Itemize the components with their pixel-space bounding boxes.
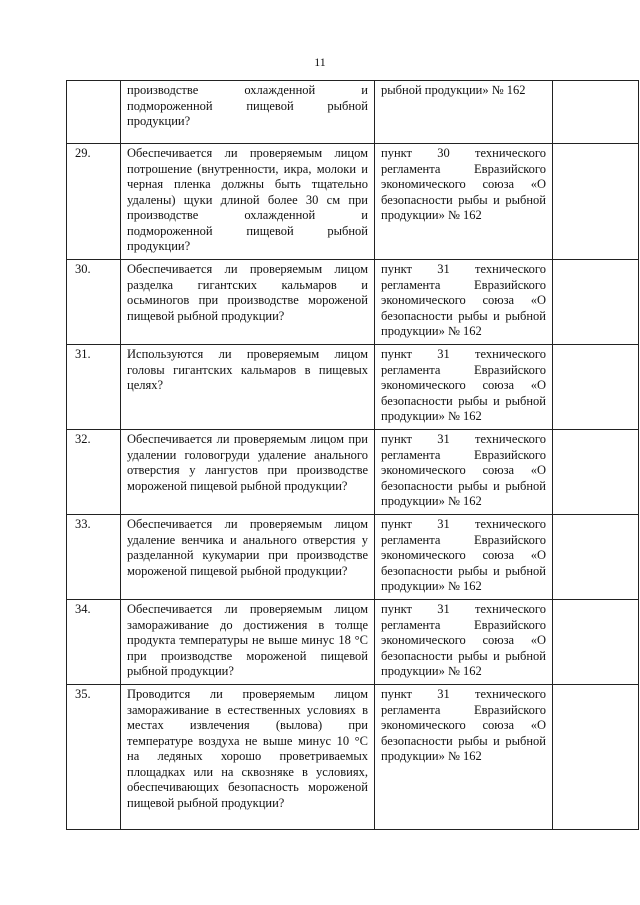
answer-cell <box>553 430 639 515</box>
row-number: 30. <box>67 260 121 345</box>
answer-cell <box>553 81 639 144</box>
table-row <box>67 81 639 144</box>
reference-cell: пункт 31 технического регламента Евразийского экономического союза «О безопасности рыбы и рыбной продукции» № 162 <box>375 430 553 515</box>
reference-cell: пункт 31 технического регламента Евразийского экономического союза «О безопасности рыбы и рыбной продукции» № 162 <box>375 600 553 685</box>
page-number: 11 <box>314 55 326 69</box>
row-number: 31. <box>67 345 121 430</box>
question-cell: Проводится ли проверяемым лицом замораживание в естественных условиях в местах извлечения (вылова) при температуре воздуха не выше минус 10 °С на ледяных хорошо проветриваемых площадках или на сквозняке в условиях, обеспечивающих безопасность мороженой пищевой рыбной продукции? <box>121 685 375 830</box>
answer-cell <box>553 260 639 345</box>
reference-cell: пункт 31 технического регламента Евразийского экономического союза «О безопасности рыбы и рыбной продукции» № 162 <box>375 345 553 430</box>
table-row <box>67 144 639 260</box>
table-row <box>67 430 639 515</box>
reference-cell: пункт 31 технического регламента Евразийского экономического союза «О безопасности рыбы и рыбной продукции» № 162 <box>375 685 553 830</box>
question-cell: Обеспечивается ли проверяемым лицом при удалении головогруди удаление анального отверстия у лангустов при производстве мороженой пищевой рыбной продукции? <box>121 430 375 515</box>
table-row <box>67 260 639 345</box>
table-row <box>67 685 639 830</box>
question-cell: Обеспечивается ли проверяемым лицом потрошение (внутренности, икра, молоки и черная пленка должны быть тщательно удалены) щуки длиной более 30 см при производстве охлажденной и подмороженной пищевой рыбной продукции? <box>121 144 375 260</box>
answer-cell <box>553 144 639 260</box>
answer-cell <box>553 600 639 685</box>
row-number <box>67 81 121 144</box>
question-cell: производстве охлажденной и подмороженной пищевой рыбной продукции? <box>121 81 375 144</box>
row-number: 33. <box>67 515 121 600</box>
table-row <box>67 515 639 600</box>
question-cell: Обеспечивается ли проверяемым лицом разделка гигантских кальмаров и осьминогов при производстве мороженой пищевой рыбной продукции? <box>121 260 375 345</box>
table-row <box>67 600 639 685</box>
reference-cell: пункт 30 технического регламента Евразийского экономического союза «О безопасности рыбы и рыбной продукции» № 162 <box>375 144 553 260</box>
row-number: 35. <box>67 685 121 830</box>
reference-cell: пункт 31 технического регламента Евразийского экономического союза «О безопасности рыбы и рыбной продукции» № 162 <box>375 515 553 600</box>
row-number: 34. <box>67 600 121 685</box>
checklist-table <box>66 80 639 830</box>
table-row <box>67 345 639 430</box>
reference-cell: рыбной продукции» № 162 <box>375 81 553 144</box>
question-cell: Используются ли проверяемым лицом головы гигантских кальмаров в пищевых целях? <box>121 345 375 430</box>
row-number: 32. <box>67 430 121 515</box>
answer-cell <box>553 515 639 600</box>
reference-cell: пункт 31 технического регламента Евразийского экономического союза «О безопасности рыбы и рыбной продукции» № 162 <box>375 260 553 345</box>
question-cell: Обеспечивается ли проверяемым лицом замораживание до достижения в толще продукта температуры не выше минус 18 °С при производстве мороженой пищевой рыбной продукции? <box>121 600 375 685</box>
answer-cell <box>553 685 639 830</box>
answer-cell <box>553 345 639 430</box>
row-number: 29. <box>67 144 121 260</box>
question-cell: Обеспечивается ли проверяемым лицом удаление венчика и анального отверстия у разделанной кукумарии при производстве мороженой пищевой рыбной продукции? <box>121 515 375 600</box>
